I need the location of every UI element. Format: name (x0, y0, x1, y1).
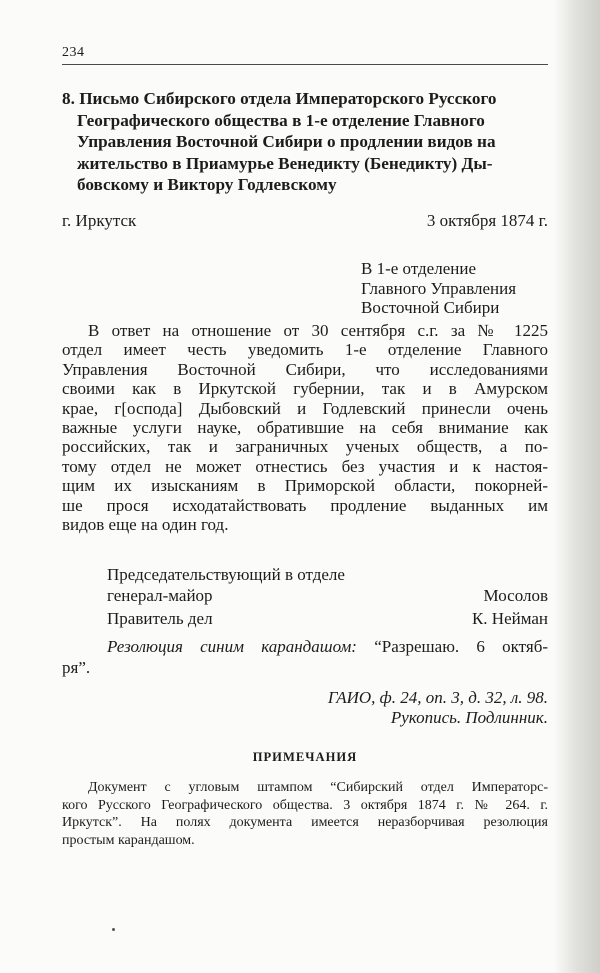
body-line: своими как в Иркутской губернии, так и в Амурском (62, 379, 548, 399)
resolution-line (62, 637, 548, 658)
addressee-line: В 1-е отделение (361, 259, 476, 278)
body-line: отдел имеет честь уведомить 1-е отделение Главного (62, 340, 548, 360)
letter-body (62, 321, 548, 534)
signature-chair (107, 586, 548, 606)
body-line: В ответ на отношение от 30 сентября с.г. за № 1225 (88, 321, 548, 340)
body-line: важные услуги науке, обратившие на себя внимание как (62, 418, 548, 438)
heading-line: Управления Восточной Сибири о продлении видов на (77, 132, 496, 151)
chair-title-line2: генерал-майор (107, 586, 213, 605)
addressee-line: Главного Управления (361, 278, 517, 298)
body-line: российских, так и заграничных ученых обществ, а по- (62, 437, 548, 457)
page-number: 234 (62, 45, 85, 60)
resolution-note (62, 637, 548, 678)
heading-line: Географического общества в 1-е отделение Главного (77, 110, 485, 130)
document-heading (62, 88, 550, 196)
notes-line: простым карандашом. (62, 832, 195, 848)
heading-line: 8. Письмо Сибирского отдела Императорского Русского (62, 89, 497, 108)
body-line: видов еще на один год. (62, 515, 229, 535)
addressee-block (361, 259, 516, 318)
header-rule (62, 64, 548, 65)
chair-name: Мосолов (483, 586, 548, 605)
clerk-name: К. Нейман (471, 609, 548, 628)
signature-chair-title (107, 565, 548, 585)
notes-line: кого Русского Географического общества. 3 октября 1874 г. № 264. г. (62, 797, 548, 813)
resolution-label: Резолюция синим карандашом: (107, 637, 357, 656)
chair-title-line1: Председательствующий в отделе (107, 565, 345, 584)
body-line: щим их изысканиям в Приморской области, покорней- (62, 476, 548, 496)
notes-title: ПРИМЕЧАНИЯ (252, 750, 358, 764)
archive-status: Рукопись. Подлинник. (390, 708, 548, 727)
body-line: Управления Восточной Сибири, что исследованиями (62, 359, 548, 379)
letter-place: г. Иркутск (62, 211, 137, 230)
heading-line: жительство в Приамурье Венедикту (Бенедикту) Ды- (77, 153, 493, 173)
archive-reference: ГАИО, ф. 24, оп. 3, д. 32, л. 98. (327, 688, 548, 707)
body-line: крае, г[оспода] Дыбовский и Годлевский принесли очень (62, 398, 548, 418)
body-line: ше прося исходатайствовать продление выданных им (62, 495, 548, 515)
resolution-text: “Разрешаю. 6 октяб- (374, 637, 549, 656)
resolution-line: ря”. (62, 657, 91, 677)
page-edge-shadow (554, 0, 600, 973)
heading-number: 8. (62, 89, 75, 108)
notes-line: Документ с угловым штампом “Сибирский отдел Императорс- (88, 780, 548, 795)
heading-line: бовскому и Виктору Годлевскому (77, 175, 337, 194)
signature-clerk (107, 609, 548, 629)
addressee-line: Восточной Сибири (361, 298, 500, 317)
notes-line: Иркутск”. На полях документа имеется неразборчивая резолюция (62, 815, 548, 831)
notes-text (62, 779, 548, 849)
archive-reference-block (328, 688, 548, 728)
letter-date: 3 октября 1874 г. (426, 211, 548, 230)
scan-speck (112, 928, 115, 931)
clerk-title: Правитель дел (107, 609, 213, 628)
body-line: тому отдел не может отнестись без участия и к настоя- (62, 456, 548, 476)
